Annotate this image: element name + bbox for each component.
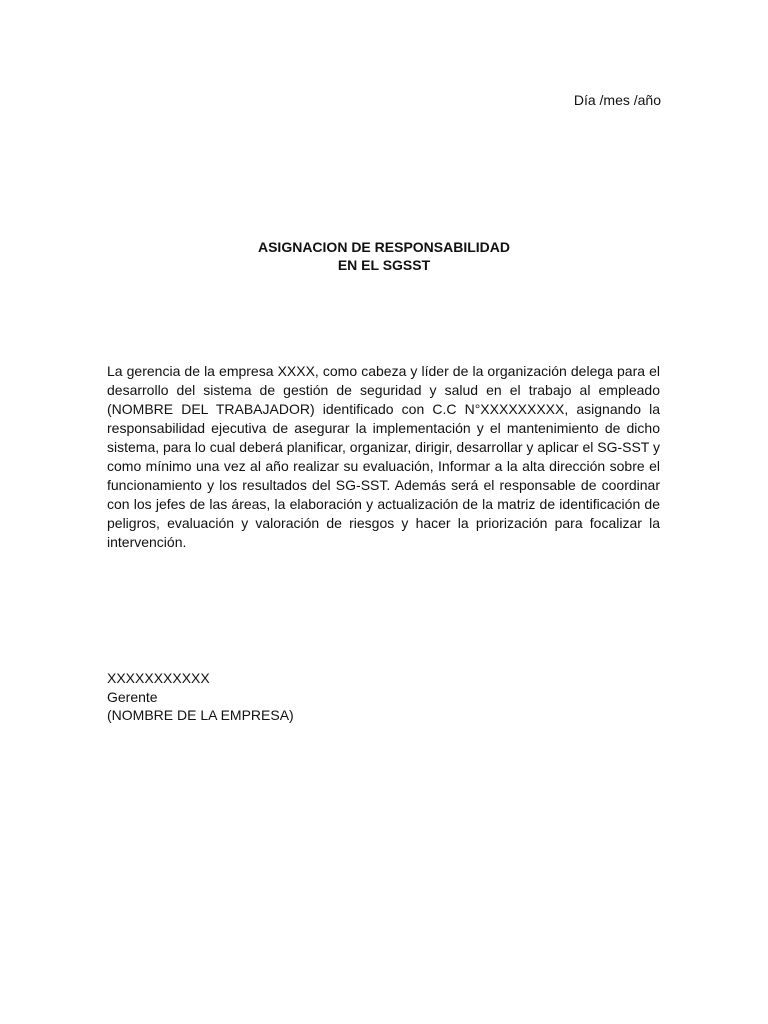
signature-role: Gerente [107,688,158,705]
title-line-1: ASIGNACION DE RESPONSABILIDAD [257,239,511,255]
body-paragraph: La gerencia de la empresa XXXX, como cabeza y líder de la organización delega para el desarrollo del sistema de gestión de seguridad y salud en el trabajo al empleado (NOMBRE DEL TRABAJADOR) identificado con C.C N°XXXXXXXXX, asignando la responsabilidad ejecutiva de asegurar la implementación y el mantenimiento de dicho sistema, para lo cual deberá planificar, organizar, dirigir, desarrollar y aplicar el SG-SST y como mínimo una vez al año realizar su evaluación, Informar a la alta dirección sobre el funcionamiento y los resultados del SG-SST. Además será el responsable de coordinar con los jefes de las áreas, la elaboración y actualización de la matriz de identificación de peligros, evaluación y valoración de riesgos y hacer la priorización para focalizar la intervención. [107,363,660,550]
signature-block [107,669,294,725]
document-date: Día /mes /año [573,92,661,108]
title-line-2: EN EL SGSST [337,257,431,273]
signature-name: XXXXXXXXXXX [107,670,210,686]
document-title [0,238,768,274]
signature-company: (NOMBRE DE LA EMPRESA) [107,707,294,723]
